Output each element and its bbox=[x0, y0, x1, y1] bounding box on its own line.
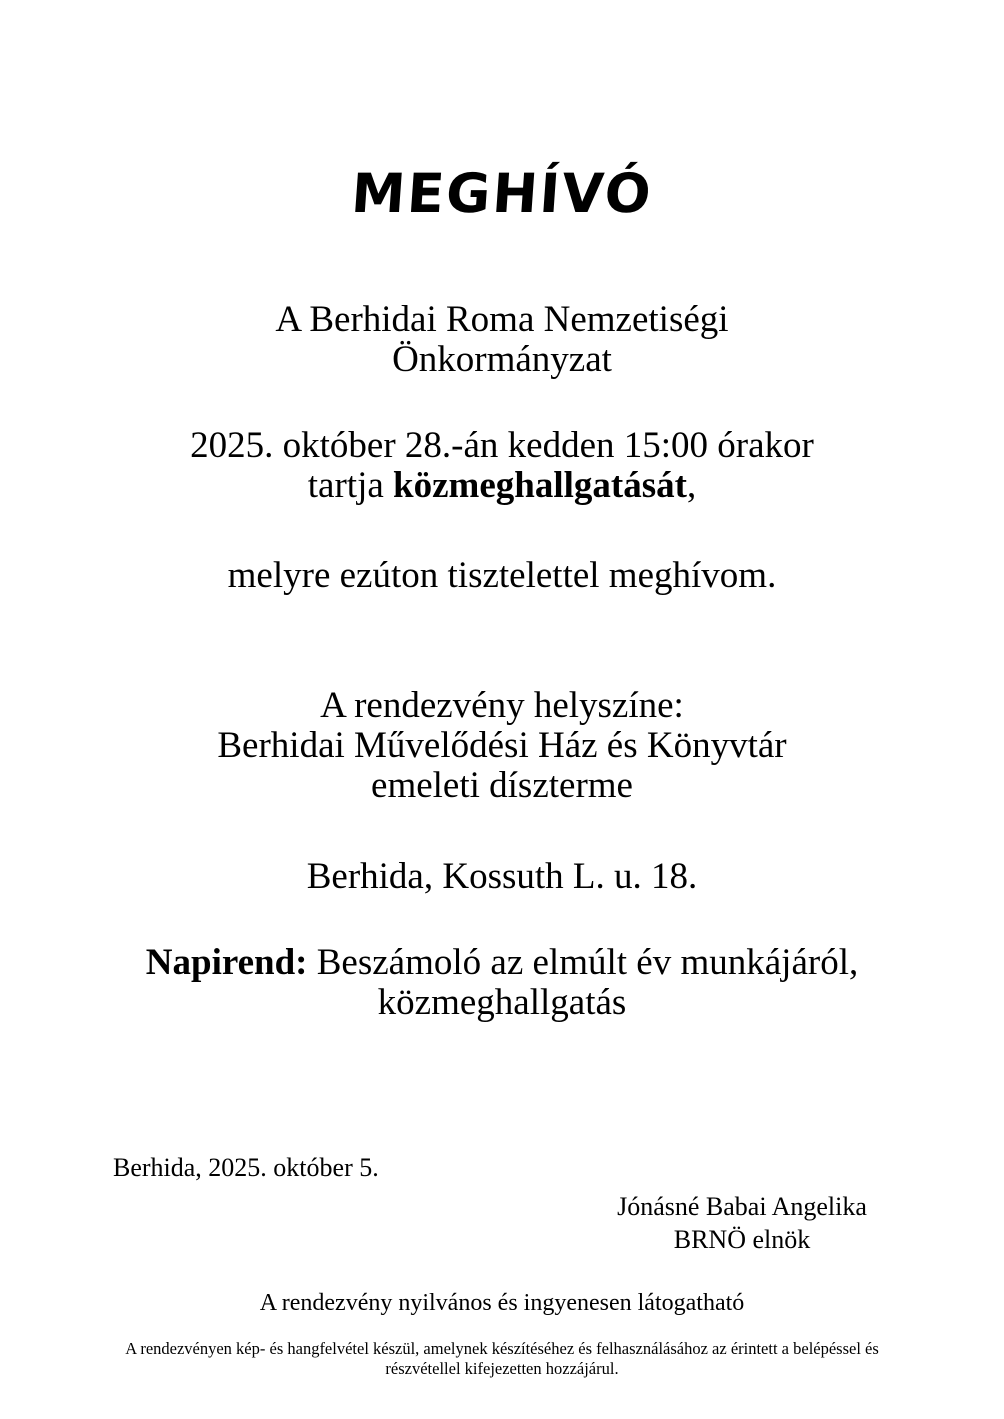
venue-room: emeleti díszterme bbox=[371, 765, 633, 806]
signature-block bbox=[592, 1190, 892, 1256]
organizer-block bbox=[0, 300, 1004, 380]
date-time-block bbox=[0, 426, 1004, 506]
agenda-label: Napirend: bbox=[145, 942, 308, 983]
signature-name: Jónásné Babai Angelika bbox=[617, 1192, 867, 1221]
public-notice: A rendezvény nyilvános és ingyenesen látogatható bbox=[259, 1290, 745, 1316]
agenda-line-1 bbox=[0, 943, 1004, 983]
agenda-line-2: közmeghallgatás bbox=[377, 982, 627, 1023]
hearing-bold-text: közmeghallgatását bbox=[393, 465, 687, 506]
invitation-title: MEGHÍVÓ bbox=[349, 162, 655, 225]
place-and-date: Berhida, 2025. október 5. bbox=[113, 1153, 379, 1182]
agenda-block bbox=[0, 943, 1004, 1023]
hearing-line bbox=[0, 466, 1004, 506]
date-time-line: 2025. október 28.-án kedden 15:00 órakor bbox=[190, 425, 814, 466]
hearing-suffix: , bbox=[686, 465, 697, 506]
venue-block bbox=[0, 686, 1004, 806]
venue-name: Berhidai Művelődési Ház és Könyvtár bbox=[217, 725, 787, 766]
venue-address: Berhida, Kossuth L. u. 18. bbox=[306, 856, 698, 897]
venue-label: A rendezvény helyszíne: bbox=[320, 685, 684, 726]
agenda-text: Beszámoló az elmúlt év munkájáról, bbox=[307, 942, 859, 983]
hearing-prefix: tartja bbox=[307, 465, 394, 506]
organizer-line-2: Önkormányzat bbox=[392, 339, 612, 380]
signature-role: BRNÖ elnök bbox=[673, 1225, 811, 1254]
recording-notice bbox=[0, 1339, 1004, 1379]
recording-notice-line-1: A rendezvényen kép- és hangfelvétel készül, amelynek készítéséhez és felhasználásához az érintett a belépéssel és bbox=[125, 1339, 879, 1358]
invitation-line: melyre ezúton tisztelettel meghívom. bbox=[227, 555, 777, 596]
organizer-line-1: A Berhidai Roma Nemzetiségi bbox=[275, 299, 729, 340]
recording-notice-line-2: részvétellel kifejezetten hozzájárul. bbox=[385, 1359, 619, 1378]
